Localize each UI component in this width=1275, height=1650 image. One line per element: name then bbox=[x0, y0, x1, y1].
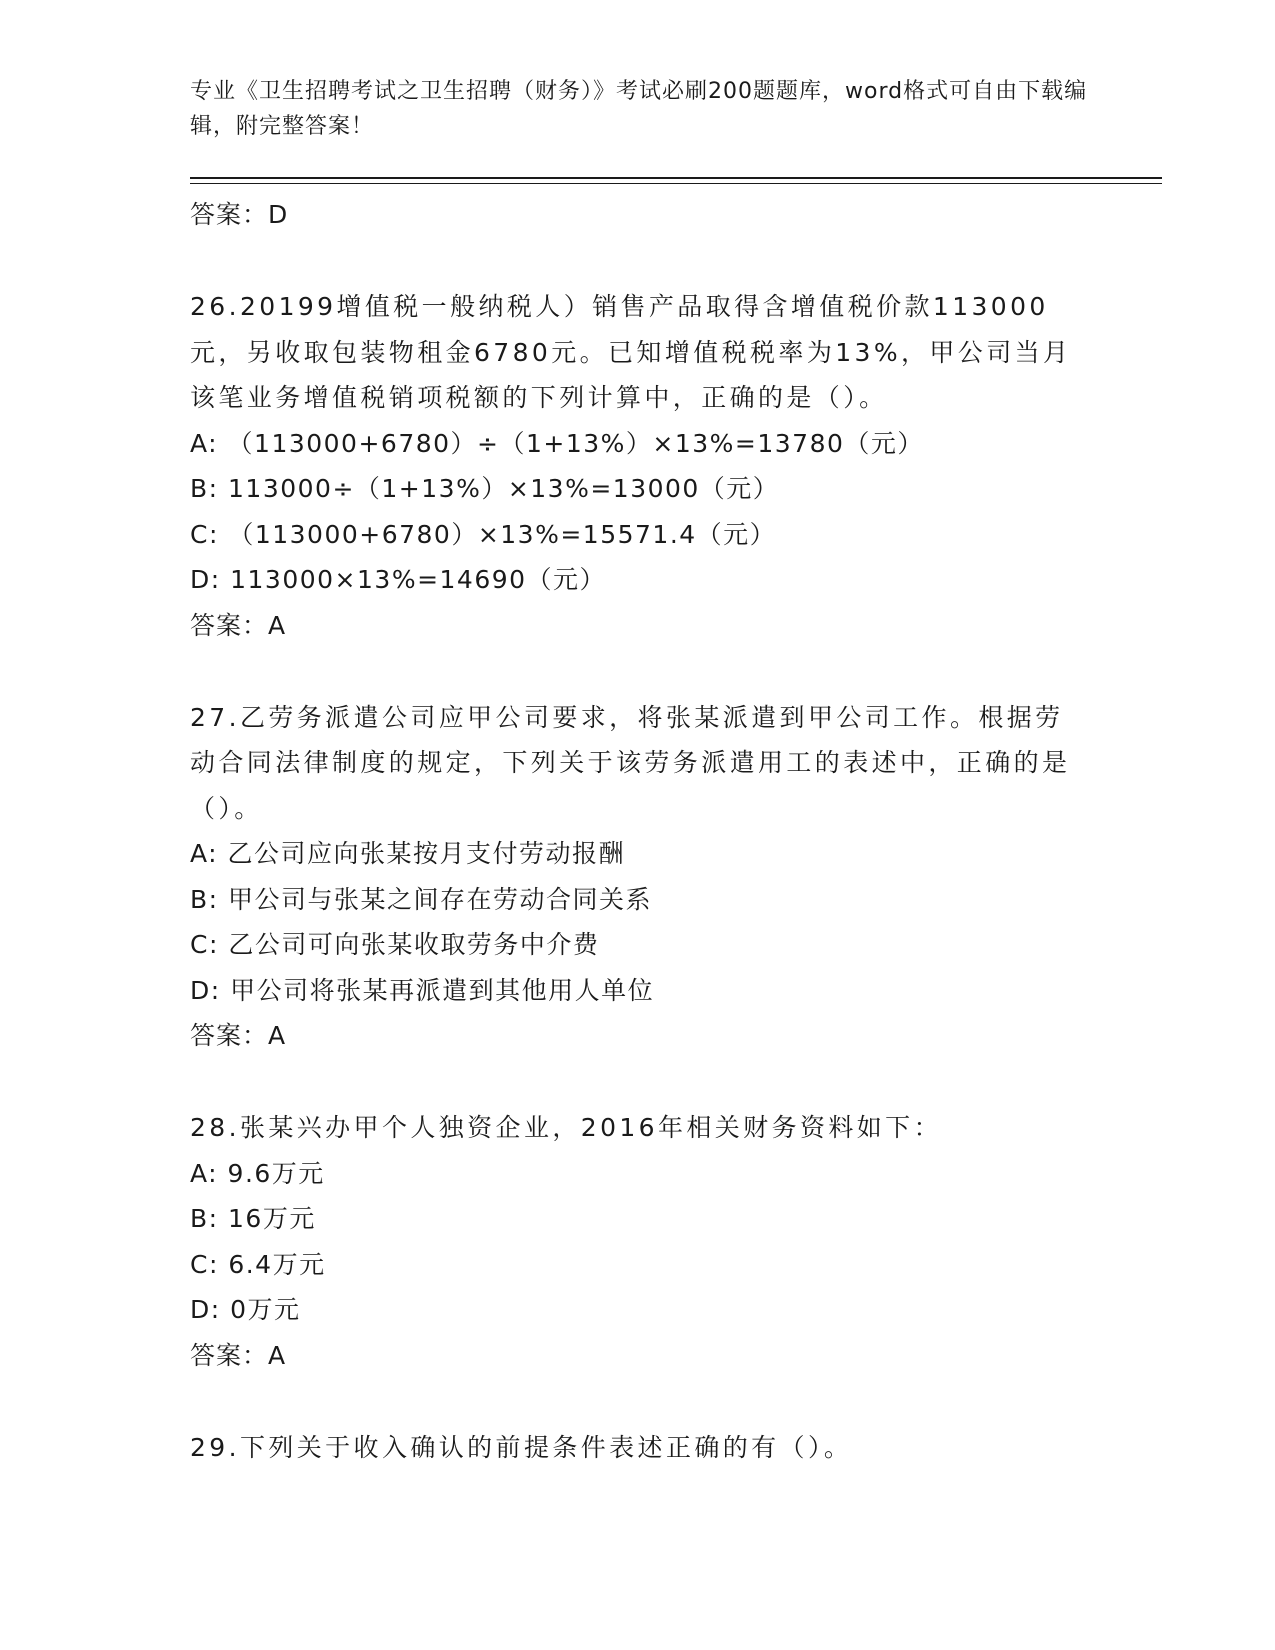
option-d: D: 113000×13%=14690（元） bbox=[190, 565, 607, 594]
question-block bbox=[190, 695, 1090, 1059]
option-a: A: 乙公司应向张某按月支付劳动报酬 bbox=[190, 839, 626, 868]
question-stem: 28.张某兴办甲个人独资企业，2016年相关财务资料如下： bbox=[190, 1113, 942, 1142]
option-c: C: 乙公司可向张某收取劳务中介费 bbox=[190, 930, 600, 959]
question-answer: 答案：A bbox=[190, 610, 287, 640]
option-b: B: 113000÷（1+13%）×13%=13000（元） bbox=[190, 474, 780, 503]
option-b: B: 16万元 bbox=[190, 1204, 316, 1233]
question-block bbox=[190, 284, 1090, 648]
spacer bbox=[190, 1378, 1090, 1425]
option-d: D: 0万元 bbox=[190, 1295, 301, 1324]
previous-answer: 答案：D bbox=[190, 200, 289, 229]
question-block bbox=[190, 1425, 1090, 1471]
question-answer: 答案：A bbox=[190, 1340, 287, 1370]
option-b: B: 甲公司与张某之间存在劳动合同关系 bbox=[190, 884, 653, 914]
spacer bbox=[190, 648, 1090, 695]
spacer bbox=[190, 1058, 1090, 1105]
page-header: 专业《卫生招聘考试之卫生招聘（财务）》考试必刷200题题库，word格式可自由下载编辑，附完整答案！ bbox=[190, 79, 1088, 139]
spacer bbox=[190, 237, 1090, 284]
option-a: A: 9.6万元 bbox=[190, 1158, 325, 1188]
question-list bbox=[190, 192, 1090, 1470]
question-stem: 26.20199增值税一般纳税人）销售产品取得含增值税价款113000元，另收取包装物租金6780元。已知增值税税率为13%，甲公司当月该笔业务增值税销项税额的下列计算中，正确的是（）。 bbox=[190, 292, 1072, 412]
question-answer: 答案：A bbox=[190, 1021, 287, 1050]
header-rule-thin bbox=[190, 183, 1162, 184]
option-d: D: 甲公司将张某再派遣到其他用人单位 bbox=[190, 975, 655, 1005]
option-c: C: （113000+6780）×13%=15571.4（元） bbox=[190, 519, 777, 549]
option-c: C: 6.4万元 bbox=[190, 1249, 326, 1279]
question-stem: 27.乙劳务派遣公司应甲公司要求，将张某派遣到甲公司工作。根据劳动合同法律制度的规定，下列关于该劳务派遣用工的表述中，正确的是（）。 bbox=[190, 702, 1071, 823]
question-block bbox=[190, 1105, 1090, 1378]
header-rule-thick bbox=[190, 177, 1162, 179]
option-a: A: （113000+6780）÷（1+13%）×13%=13780（元） bbox=[190, 428, 924, 458]
question-stem: 29.下列关于收入确认的前提条件表述正确的有（）。 bbox=[190, 1432, 853, 1462]
